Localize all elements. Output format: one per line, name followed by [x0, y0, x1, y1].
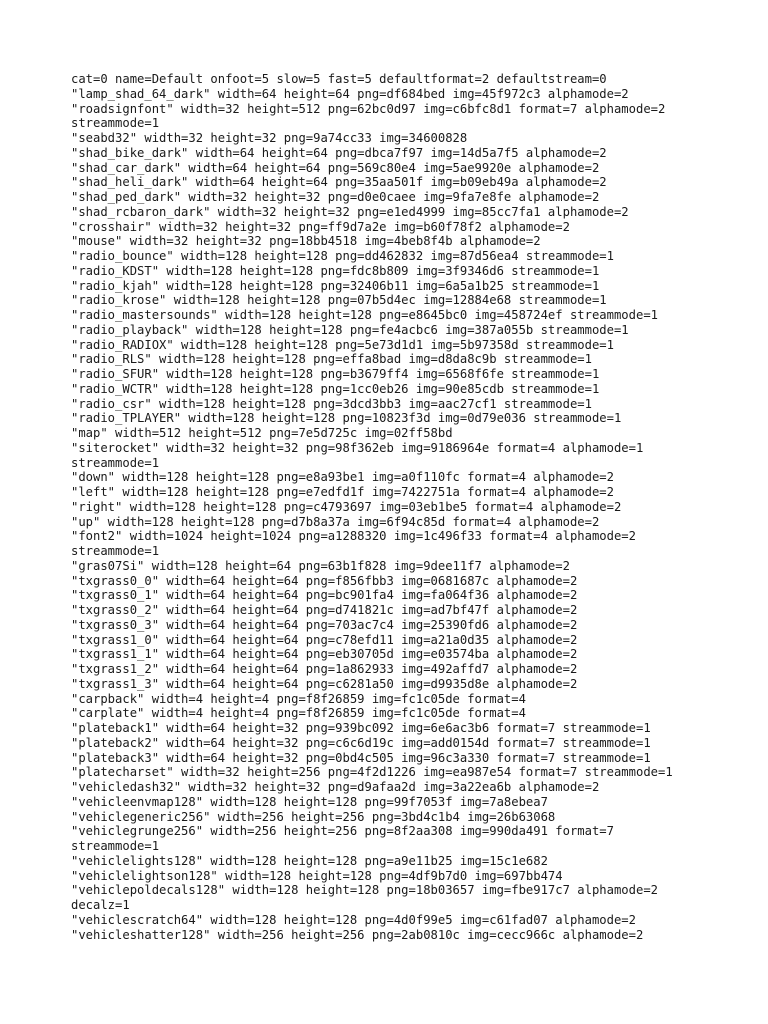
text-line: "txgrass1_3" width=64 height=64 png=c6281a50 img=d9935d8e alphamode=2	[71, 676, 578, 691]
text-line: "radio_SFUR" width=128 height=128 png=b3679ff4 img=6568f6fe streammode=1	[71, 367, 600, 381]
text-line: "radio_KDST" width=128 height=128 png=fdc8b809 img=3f9346d6 streammode=1	[71, 263, 600, 278]
text-line: "txgrass1_2" width=64 height=64 png=1a862933 img=492affd7 alphamode=2	[71, 662, 578, 676]
text-line: "shad_bike_dark" width=64 height=64 png=dbca7f97 img=14d5a7f5 alphamode=2	[71, 145, 607, 160]
text-line: "radio_playback" width=128 height=128 png=fe4acbc6 img=387a055b streammode=1	[71, 322, 629, 337]
text-line: "siterocket" width=32 height=32 png=98f362eb img=9186964e format=4 alphamode=1	[71, 440, 644, 455]
text-line: "radio_RLS" width=128 height=128 png=effa8bad img=d8da8c9b streammode=1	[71, 352, 592, 367]
text-line: "carplate" width=4 height=4 png=f8f26859 img=fc1c05de format=4	[71, 706, 526, 721]
text-line: "radio_mastersounds" width=128 height=128 png=e8645bc0 img=458724ef streammode=1	[71, 308, 658, 322]
text-line: "left" width=128 height=128 png=e7edfd1f img=7422751a format=4 alphamode=2	[71, 485, 614, 499]
text-line: "plateback2" width=64 height=32 png=c6c6d19c img=add0154d format=7 streammode=1	[71, 735, 651, 750]
text-line: "carpback" width=4 height=4 png=f8f26859 img=fc1c05de format=4	[71, 691, 526, 706]
text-line: "map" width=512 height=512 png=7e5d725c img=02ff58bd	[71, 426, 453, 440]
text-line: "up" width=128 height=128 png=d7b8a37a img=6f94c85d format=4 alphamode=2	[71, 514, 600, 529]
text-line: "radio_bounce" width=128 height=128 png=dd462832 img=87d56ea4 streammode=1	[71, 249, 614, 263]
text-line: "txgrass1_1" width=64 height=64 png=eb30705d img=e03574ba alphamode=2	[71, 647, 578, 662]
text-line: "vehiclegeneric256" width=256 height=256 png=3bd4c1b4 img=26b63068	[71, 809, 556, 824]
text-line: "radio_csr" width=128 height=128 png=3dcd3bb3 img=aac27cf1 streammode=1	[71, 396, 592, 411]
text-line: "vehiclegrunge256" width=256 height=256 png=8f2aa308 img=990da491 format=7	[71, 824, 614, 839]
text-line: "mouse" width=32 height=32 png=18bb4518 img=4beb8f4b alphamode=2	[71, 234, 541, 249]
text-line: "plateback1" width=64 height=32 png=939bc092 img=6e6ac3b6 format=7 streammode=1	[71, 721, 651, 735]
document-text-block	[71, 72, 761, 942]
text-line: streammode=1	[71, 839, 160, 853]
text-line: "shad_ped_dark" width=32 height=32 png=d0e0caee img=9fa7e8fe alphamode=2	[71, 190, 600, 204]
text-line: "shad_heli_dark" width=64 height=64 png=35aa501f img=b09eb49a alphamode=2	[71, 175, 607, 190]
text-line: "radio_krose" width=128 height=128 png=07b5d4ec img=12884e68 streammode=1	[71, 293, 607, 308]
text-line: "txgrass1_0" width=64 height=64 png=c78efd11 img=a21a0d35 alphamode=2	[71, 632, 578, 647]
text-line: streammode=1	[71, 455, 160, 470]
text-line: "lamp_shad_64_dark" width=64 height=64 png=df684bed img=45f972c3 alphamode=2	[71, 86, 629, 101]
text-line: "vehiclelightson128" width=128 height=128 png=4df9b7d0 img=697bb474	[71, 868, 563, 883]
text-line: "radio_RADIOX" width=128 height=128 png=5e73d1d1 img=5b97358d streammode=1	[71, 337, 614, 352]
text-line: decalz=1	[71, 898, 130, 912]
text-line: "txgrass0_2" width=64 height=64 png=d741821c img=ad7bf47f alphamode=2	[71, 603, 578, 617]
text-line: "down" width=128 height=128 png=e8a93be1 img=a0f110fc format=4 alphamode=2	[71, 470, 614, 485]
text-line: "right" width=128 height=128 png=c4793697 img=03eb1be5 format=4 alphamode=2	[71, 499, 622, 514]
text-line: streammode=1	[71, 544, 160, 558]
text-line: "txgrass0_3" width=64 height=64 png=703ac7c4 img=25390fd6 alphamode=2	[71, 617, 578, 632]
text-line: "txgrass0_1" width=64 height=64 png=bc901fa4 img=fa064f36 alphamode=2	[71, 588, 578, 603]
text-line: "vehiclepoldecals128" width=128 height=128 png=18b03657 img=fbe917c7 alphamode=2	[71, 883, 658, 898]
text-line: "vehiclelights128" width=128 height=128 png=a9e11b25 img=15c1e682	[71, 853, 548, 868]
text-line: "platecharset" width=32 height=256 png=4f2d1226 img=ea987e54 format=7 streammode=1	[71, 765, 673, 780]
text-line: "vehiclescratch64" width=128 height=128 png=4d0f99e5 img=c61fad07 alphamode=2	[71, 912, 636, 927]
text-line: "plateback3" width=64 height=32 png=0bd4c505 img=96c3a330 format=7 streammode=1	[71, 750, 651, 765]
text-line: "vehicleenvmap128" width=128 height=128 png=99f7053f img=7a8ebea7	[71, 794, 548, 809]
text-line: "roadsignfont" width=32 height=512 png=62bc0d97 img=c6bfc8d1 format=7 alphamode=2	[71, 101, 666, 116]
text-line: "radio_kjah" width=128 height=128 png=32406b11 img=6a5a1b25 streammode=1	[71, 278, 600, 293]
text-line: "gras07Si" width=128 height=64 png=63b1f828 img=9dee11f7 alphamode=2	[71, 558, 570, 573]
text-line: streammode=1	[71, 116, 160, 131]
text-line: "radio_WCTR" width=128 height=128 png=1cc0eb26 img=90e85cdb streammode=1	[71, 381, 600, 396]
text-line: "crosshair" width=32 height=32 png=ff9d7a2e img=b60f78f2 alphamode=2	[71, 219, 570, 234]
text-line: "vehicledash32" width=32 height=32 png=d9afaa2d img=3a22ea6b alphamode=2	[71, 780, 600, 794]
text-line: "txgrass0_0" width=64 height=64 png=f856fbb3 img=0681687c alphamode=2	[71, 573, 578, 588]
text-line: "shad_car_dark" width=64 height=64 png=569c80e4 img=5ae9920e alphamode=2	[71, 160, 600, 175]
text-line: "radio_TPLAYER" width=128 height=128 png=10823f3d img=0d79e036 streammode=1	[71, 411, 622, 426]
text-line: cat=0 name=Default onfoot=5 slow=5 fast=5 defaultformat=2 defaultstream=0	[71, 72, 607, 86]
text-line: "seabd32" width=32 height=32 png=9a74cc33 img=34600828	[71, 131, 468, 145]
text-line: "font2" width=1024 height=1024 png=a1288320 img=1c496f33 format=4 alphamode=2	[71, 529, 636, 544]
text-line: "shad_rcbaron_dark" width=32 height=32 png=e1ed4999 img=85cc7fa1 alphamode=2	[71, 204, 629, 219]
text-line: "vehicleshatter128" width=256 height=256 png=2ab0810c img=cecc966c alphamode=2	[71, 927, 644, 942]
